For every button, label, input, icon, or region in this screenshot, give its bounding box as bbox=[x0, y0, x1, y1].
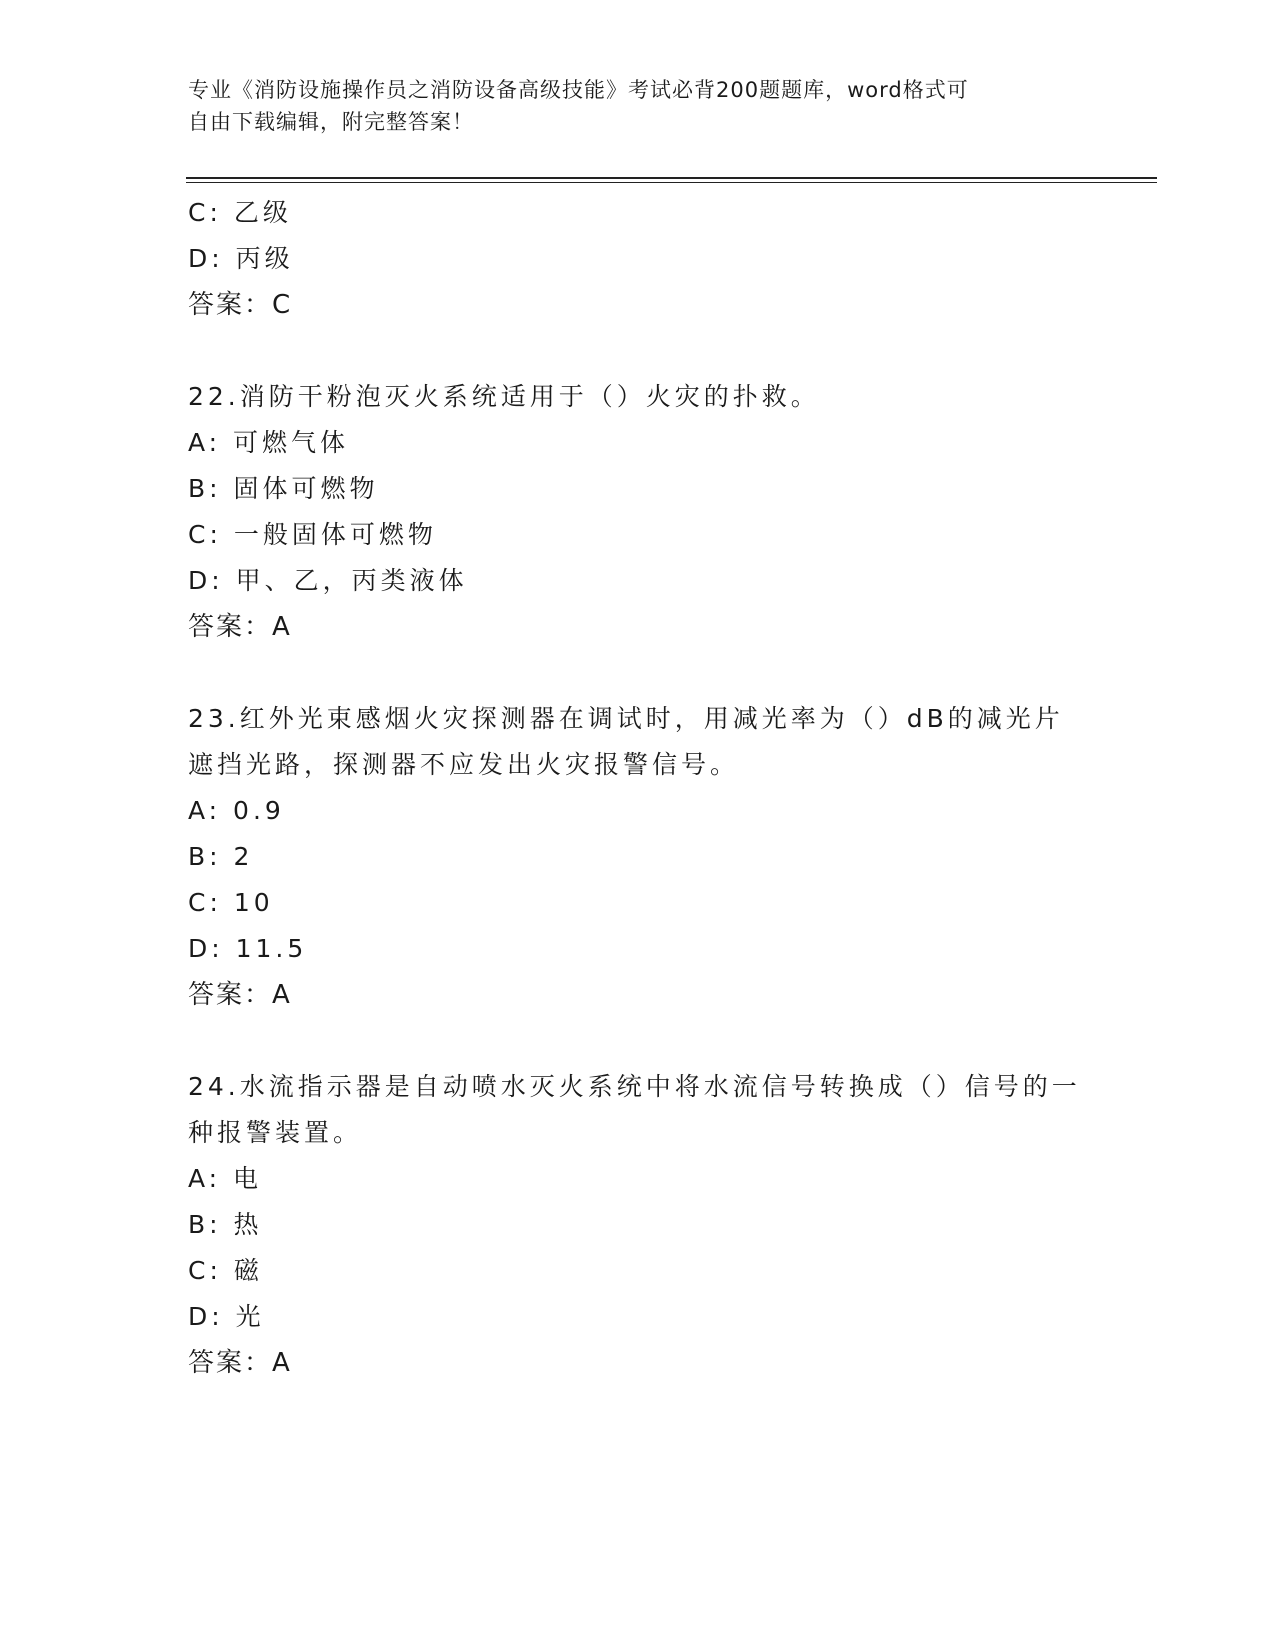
option-a: A: 0.9 bbox=[188, 796, 285, 825]
header-divider-thick bbox=[186, 177, 1157, 179]
answer: 答案：A bbox=[188, 612, 292, 642]
question-stem: 22.消防干粉泡灭火系统适用于（）火灾的扑救。 bbox=[188, 382, 820, 411]
previous-question-tail bbox=[188, 190, 1088, 328]
spacer bbox=[188, 328, 1088, 374]
question-24 bbox=[188, 1064, 1088, 1386]
option-b: B: 2 bbox=[188, 842, 254, 871]
option-c: C: 乙级 bbox=[188, 198, 292, 227]
option-d: D: 甲、乙，丙类液体 bbox=[188, 566, 468, 595]
header-title-line-1: 专业《消防设施操作员之消防设备高级技能》考试必背200题题库，word格式可 bbox=[188, 78, 969, 102]
option-b: B: 固体可燃物 bbox=[188, 474, 379, 503]
header-title-line-2: 自由下载编辑，附完整答案！ bbox=[188, 110, 474, 134]
header-divider-thin bbox=[186, 182, 1157, 183]
option-d: D: 11.5 bbox=[188, 934, 308, 963]
option-c: C: 10 bbox=[188, 888, 274, 917]
question-23 bbox=[188, 696, 1088, 1018]
option-d: D: 光 bbox=[188, 1302, 265, 1331]
spacer bbox=[188, 1018, 1088, 1064]
option-b: B: 热 bbox=[188, 1210, 263, 1239]
answer: 答案：C bbox=[188, 290, 293, 320]
spacer bbox=[188, 650, 1088, 696]
document-header bbox=[188, 74, 1068, 138]
question-list bbox=[188, 190, 1088, 1386]
option-a: A: 电 bbox=[188, 1164, 263, 1193]
answer: 答案：A bbox=[188, 980, 292, 1010]
option-d: D: 丙级 bbox=[188, 244, 294, 273]
option-c: C: 一般固体可燃物 bbox=[188, 520, 437, 549]
question-stem: 23.红外光束感烟火灾探测器在调试时，用减光率为（）dB的减光片遮挡光路，探测器不应发出火灾报警信号。 bbox=[188, 704, 1064, 779]
question-stem: 24.水流指示器是自动喷水灭火系统中将水流信号转换成（）信号的一种报警装置。 bbox=[188, 1072, 1081, 1147]
option-c: C: 磁 bbox=[188, 1256, 263, 1285]
answer: 答案：A bbox=[188, 1348, 292, 1378]
option-a: A: 可燃气体 bbox=[188, 428, 350, 457]
question-22 bbox=[188, 374, 1088, 650]
